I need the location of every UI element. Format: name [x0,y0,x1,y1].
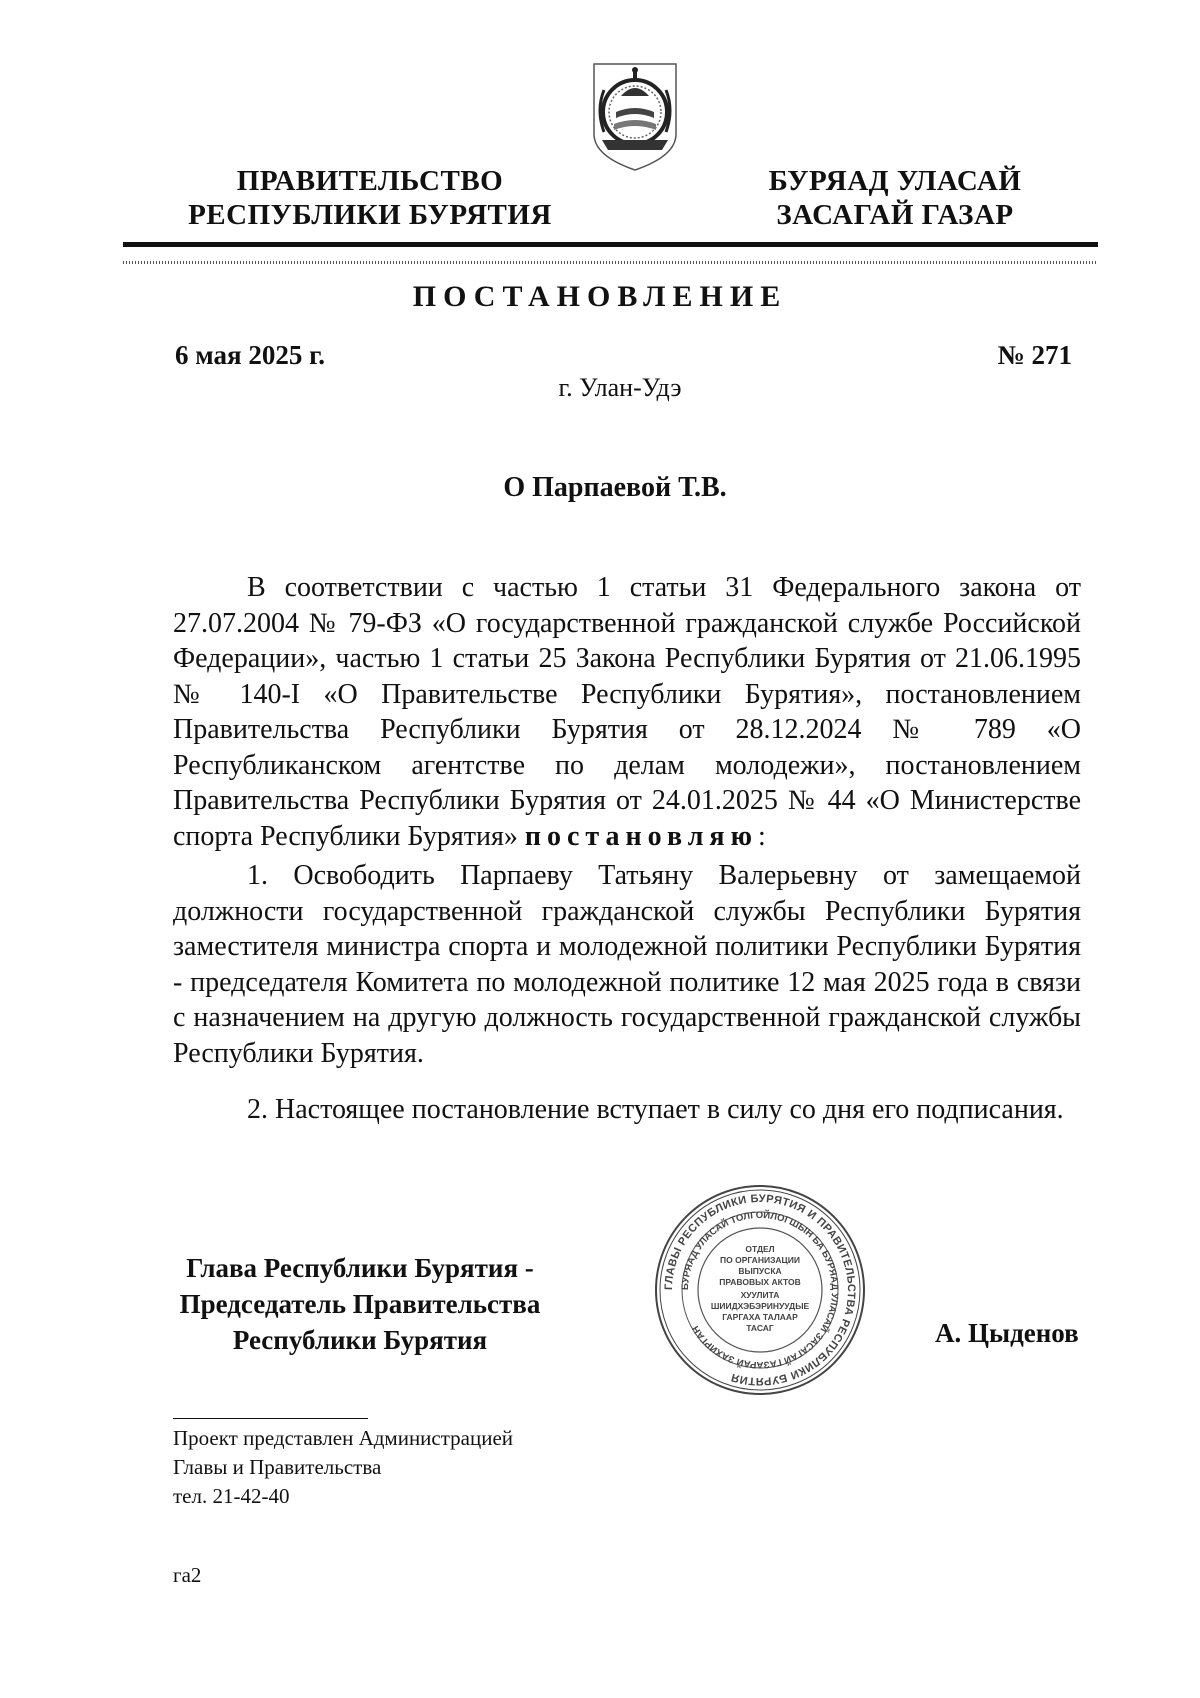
official-seal-icon [650,1180,870,1400]
decree-colon: : [757,820,766,852]
document-number: № 271 [997,340,1072,370]
stamp-center-line7: ГАРГАХА ТАЛААР [722,1312,798,1322]
signer-name: А. Цыденов [935,1318,1079,1348]
document-city: г. Улан-Удэ [558,373,682,402]
coat-of-arms-icon [588,50,682,174]
footnote-line2: Главы и Правительства [173,1455,382,1479]
header-right-line1: БУРЯАД УЛАСАЙ [768,165,1022,197]
footnote-rule [173,1418,368,1419]
footnote-phone: тел. 21-42-40 [173,1484,290,1508]
stamp-center-line4: ПРАВОВЫХ АКТОВ [719,1277,801,1287]
stamp-center-line3: ВЫПУСКА [738,1266,782,1276]
stamp-center-line5: ХУУЛИТА [740,1290,780,1300]
header-left-block [160,164,580,232]
stamp-center-line8: ТАСАГ [746,1323,774,1333]
header-right-line2: ЗАСАГАЙ ГАЗАР [776,199,1014,231]
header-left-line1: ПРАВИТЕЛЬСТВО [236,165,504,197]
header-rule-thin [123,261,1098,264]
header-left-line2: РЕСПУБЛИКИ БУРЯТИЯ [188,199,552,231]
footnote-block [173,1424,513,1511]
preamble-paragraph [173,570,1081,854]
document-date: 6 мая 2025 г. [175,340,326,370]
preamble-text: В соответствии с частью 1 статьи 31 Федерального закона от 27.07.2004 № 79-ФЗ «О государственной гражданской службе Российской Федерации», частью 1 статьи 25 Закона Республики Бурятия от 21.06.1995 № 140-I «О Правительстве Республики Бурятия», постановлением Правительства Республики Бурятия от 28.12.2024 № 789 «О Республиканском агентстве по делам молодежи», постановлением Правительства Республики Бурятия от 24.01.2025 № 44 «О Министерстве спорта Республики Бурятия» [173,572,1081,852]
stamp-center-line6: ШИИДХЭБЭРИНУУДЫЕ [710,1301,810,1311]
stamp-center-line1: ОТДЕЛ [745,1244,775,1254]
header-right-block [730,164,1060,232]
document-code: га2 [173,1563,202,1587]
stamp-ring-outer-text: ГЛАВЫ РЕСПУБЛИКИ БУРЯТИЯ И ПРАВИТЕЛЬСТВА РЕСПУБЛИКИ БУРЯТИЯ [662,1192,858,1388]
signer-title-line1: Глава Республики Бурятия - [186,1253,534,1283]
footnote-line1: Проект представлен Администрацией [173,1426,514,1450]
stamp-center-line2: ПО ОРГАНИЗАЦИИ [720,1255,800,1265]
signer-title-line2: Председатель Правительства [179,1289,541,1319]
stamp-ring-inner-text: БУРЯАД УЛАСАЙ ТОЛГОЙЛОГШЫН БА БУРЯАД УЛАСАЙ ЗАСАГАЙ ГАЗАРАЙ ЗАХИРГАН [679,1209,841,1371]
signer-title-block [160,1250,560,1358]
header-rule-thick [123,242,1098,247]
signer-title-line3: Республики Бурятия [232,1325,488,1355]
document-subject: О Парпаевой Т.В. [503,472,727,503]
document-type-title: ПОСТАНОВЛЕНИЕ [412,280,788,313]
decree-word: постановляю [524,820,758,852]
item-1-paragraph: 1. Освободить Парпаеву Татьяну Валерьевну от замещаемой должности государственной гражданской службы Республики Бурятия заместителя министра спорта и молодежной политики Республики Бурятия - председателя Комитета по молодежной политике 12 мая 2025 года в связи с назначением на другую должность государственной гражданской службы Республики Бурятия. [173,860,1081,1069]
item-2-paragraph: 2. Настоящее постановление вступает в силу со дня его подписания. [247,1094,1064,1125]
